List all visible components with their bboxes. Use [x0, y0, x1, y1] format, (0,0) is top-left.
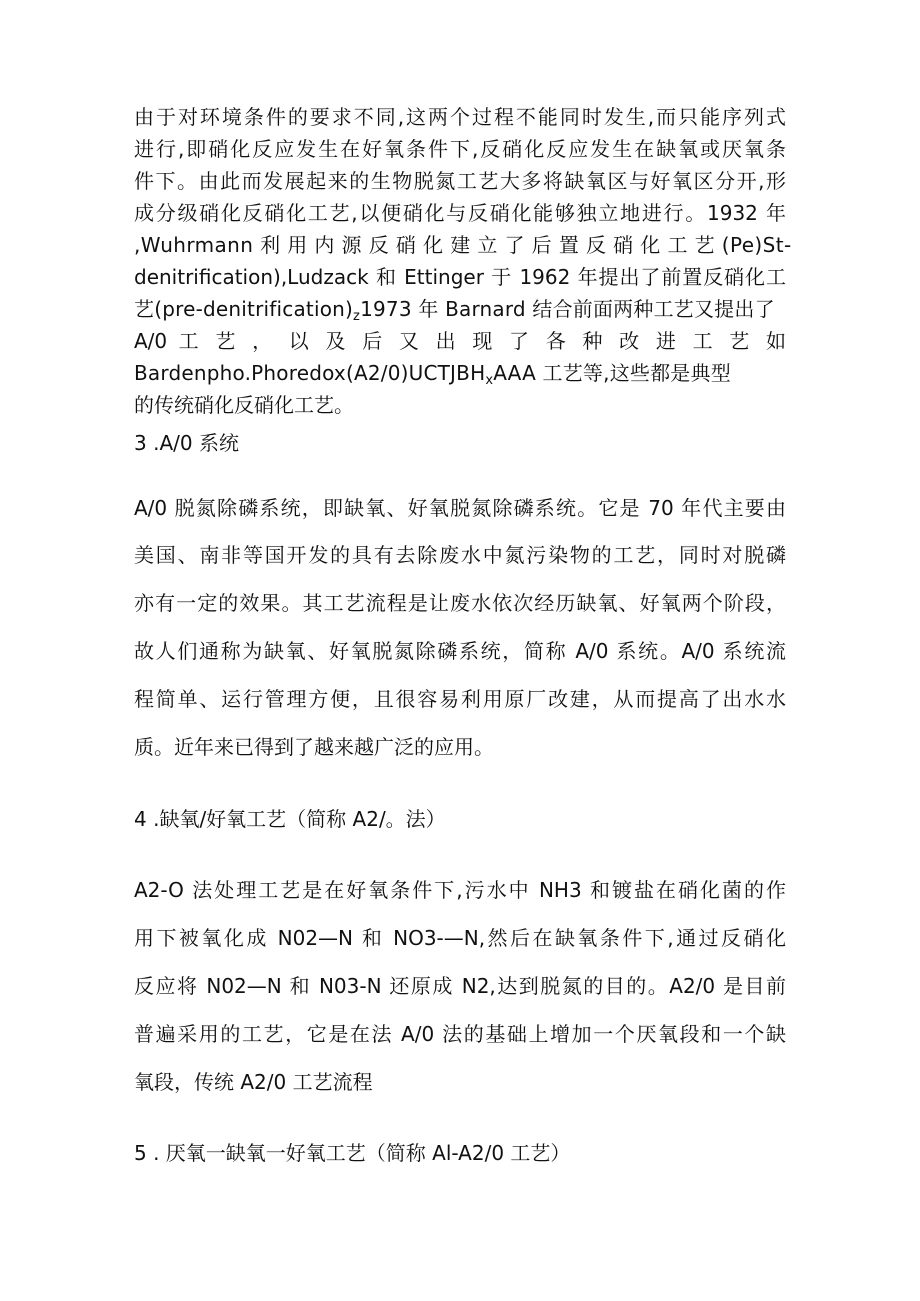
text-line: 质。近年来已得到了越来越广泛的应用。: [134, 735, 494, 759]
text-line: ,Wuhrmann 利 用 内 源 反 硝 化 建 立 了 后 置 反 硝 化 工 艺 (Pe)St-: [134, 233, 792, 257]
text-line: 程简单、运行管理方便，且很容易利用原厂改建，从而提高了出水水: [134, 687, 786, 711]
text-run: AAA 工艺等,这些都是典型: [493, 361, 731, 385]
text-line: denitrification),Ludzack 和 Ettinger 于 1962 年提出了前置反硝化工: [134, 265, 786, 289]
text-line: A/0 脱氮除磷系统，即缺氧、好氧脱氮除磷系统。它是 70 年代主要由: [134, 496, 786, 520]
text-line: A2-O 法处理工艺是在好氧条件下,污水中 NH3 和镀盐在硝化菌的作: [134, 878, 786, 902]
section-heading-5: 5 . 厌氧一缺氧一好氧工艺（简称 Al-A2/0 工艺）: [134, 1141, 571, 1165]
text-run: 1973 年 Barnard 结合前面两种工艺又提出了: [360, 297, 775, 321]
text-line: 成分级硝化反硝化工艺,以便硝化与反硝化能够独立地进行。1932 年: [134, 201, 786, 225]
section-heading-4: 4 .缺氧/好氧工艺（简称 A2/。法）: [134, 807, 446, 831]
section-heading-3: 3 .A/0 系统: [134, 431, 239, 455]
text-line: A/0 工 艺 ， 以 及 后 又 出 现 了 各 种 改 进 工 艺 如: [134, 329, 786, 353]
text-line: 普遍采用的工艺，它是在法 A/0 法的基础上增加一个厌氧段和一个缺: [134, 1022, 786, 1046]
text-line: 故人们通称为缺氧、好氧脱氮除磷系统，简称 A/0 系统。A/0 系统流: [134, 639, 786, 663]
text-run: 艺(pre-denitrification): [134, 297, 354, 321]
text-line: 美国、南非等国开发的具有去除废水中氮污染物的工艺，同时对脱磷: [134, 543, 786, 567]
text-line: 反应将 N02—N 和 N03-N 还原成 N2,达到脱氮的目的。A2/0 是目前: [134, 974, 786, 998]
subscript: x: [485, 373, 494, 388]
text-line: 进行,即硝化反应发生在好氧条件下,反硝化反应发生在缺氧或厌氧条: [134, 137, 786, 161]
text-line: 氧段，传统 A2/0 工艺流程: [134, 1070, 373, 1094]
text-line: 用下被氧化成 N02—N 和 NO3-—N,然后在缺氧条件下,通过反硝化: [134, 926, 786, 950]
text-line: 亦有一定的效果。其工艺流程是让废水依次经历缺氧、好氧两个阶段，: [134, 591, 786, 615]
text-line: 件下。由此而发展起来的生物脱氮工艺大多将缺氧区与好氧区分开,形: [134, 169, 786, 193]
text-line: 的传统硝化反硝化工艺。: [134, 393, 354, 417]
text-line: 由于对环境条件的要求不同,这两个过程不能同时发生,而只能序列式: [134, 105, 786, 129]
subscript: z: [353, 309, 361, 324]
text-run: Bardenpho.Phoredox(A2/0)UCTJBH: [134, 361, 486, 385]
